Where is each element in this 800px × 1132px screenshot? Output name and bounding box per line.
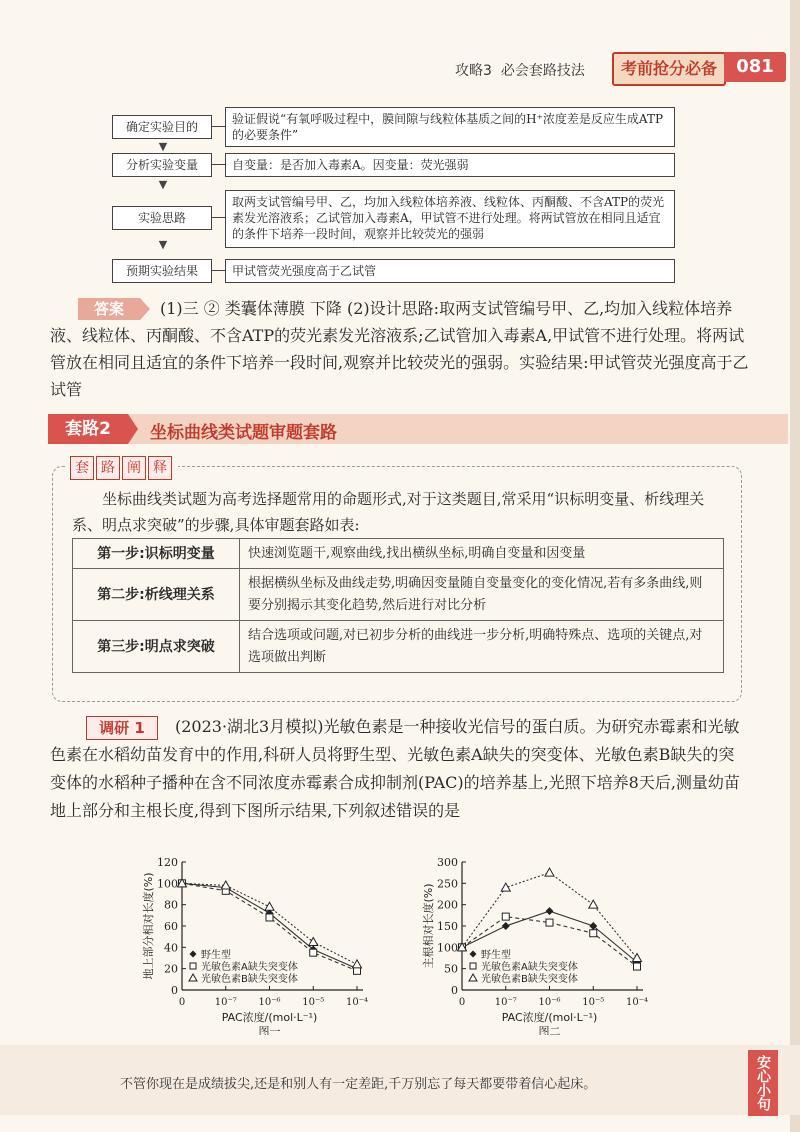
explain-intro: 坐标曲线类试题为高考选择题常用的命题形式,对于这类题目,常采用“识标明变量、析线理关系、明点求突破”的步骤,具体审题套路如表: [72, 490, 705, 534]
flow-content: 验证假说“有氧呼吸过程中，膜间隙与线粒体基质之间的H⁺浓度差是反应生成ATP的必要条件” [225, 107, 675, 147]
answer-tag-arrow [140, 298, 150, 320]
header-badge: 考前抢分必备 [612, 52, 726, 86]
step-desc: 结合选项或问题,对已初步分析的曲线进一步分析,明确特殊点、选项的关键点,对选项做出判断 [240, 621, 724, 673]
table-row [73, 539, 724, 569]
legend-label: 野生型 [201, 950, 231, 961]
down-arrow-icon: ▼ [158, 178, 168, 191]
data-point [546, 919, 553, 926]
flow-connector [212, 164, 225, 165]
chart-figure-1 [140, 850, 380, 1035]
data-point [634, 963, 641, 970]
flow-connector [212, 217, 225, 218]
chart-title: 图一 [258, 1025, 281, 1035]
x-tick-label: 0 [458, 997, 466, 1008]
legend-label: 野生型 [481, 950, 511, 961]
steps-table [72, 538, 724, 673]
y-tick-label: 40 [164, 941, 178, 955]
step-title: 第三步:明点求突破 [73, 621, 240, 673]
section-tag-arrow [128, 414, 138, 444]
legend-marker [190, 951, 197, 958]
data-point [310, 949, 317, 956]
explain-tag-char: 套 [70, 456, 94, 480]
down-arrow-icon: ▼ [158, 140, 168, 153]
data-point [502, 922, 510, 930]
series-line [462, 873, 637, 958]
footer-tag: 安心小句 [748, 1050, 778, 1116]
x-axis-label: PAC浓度/(mol·L⁻¹) [221, 1011, 318, 1024]
explain-tag-char: 释 [148, 456, 172, 480]
data-point [590, 930, 597, 937]
page-number: 081 [724, 52, 786, 82]
footer-text: 不管你现在是成绩拔尖,还是和别人有一定差距,千万别忘了每天都要带着信心起床。 [120, 1077, 597, 1092]
y-tick-label: 0 [171, 984, 178, 997]
flow-label: 确定实验目的 [112, 115, 212, 139]
table-row [73, 621, 724, 673]
legend-label: 光敏色素A缺失突变体 [201, 962, 298, 973]
data-point [502, 913, 509, 920]
data-point [266, 914, 273, 921]
down-arrow-icon: ▼ [158, 238, 168, 251]
x-tick-label: 10⁻⁵ [582, 997, 605, 1008]
x-tick-label: 10⁻⁴ [345, 997, 369, 1008]
step-title: 第一步:识标明变量 [73, 539, 240, 569]
flow-label: 预期实验结果 [112, 259, 212, 283]
x-tick-label: 10⁻⁶ [538, 997, 561, 1008]
x-tick-label: 0 [178, 997, 186, 1008]
y-tick-label: 250 [437, 877, 458, 891]
flow-content: 自变量：是否加入毒素A。因变量：荧光强弱 [225, 153, 675, 177]
legend-marker [190, 963, 196, 969]
legend-label: 光敏色素B缺失突变体 [481, 974, 578, 985]
y-tick-label: 200 [437, 898, 458, 912]
flow-content: 取两支试管编号甲、乙，均加入线粒体培养液、线粒体、丙酮酸、不含ATP的荧光素发光溶液系；乙试管加入毒素A，甲试管不进行处理。将两试管放在相同且适宜的条件下培养一段时间，观察并比较荧光的强弱 [225, 190, 675, 248]
legend-marker [469, 974, 477, 981]
explain-tag [66, 456, 178, 480]
chart-title: 图二 [538, 1025, 561, 1035]
x-tick-label: 10⁻⁷ [494, 997, 517, 1008]
x-tick-label: 10⁻⁷ [214, 997, 237, 1008]
section-tag: 套路2 [48, 414, 128, 444]
x-axis-label: PAC浓度/(mol·L⁻¹) [501, 1011, 598, 1024]
data-point [353, 960, 362, 968]
y-axis-label: 地上部分相对长度(%) [142, 872, 155, 980]
y-tick-label: 300 [437, 856, 458, 869]
flow-connector [212, 126, 225, 127]
legend-marker [470, 963, 476, 969]
legend-marker [470, 951, 477, 958]
page-spine [790, 0, 800, 1132]
legend-label: 光敏色素B缺失突变体 [201, 974, 298, 985]
explain-tag-char: 阐 [122, 456, 146, 480]
research-text: (2023·湖北3月模拟)光敏色素是一种接收光信号的蛋白质。为研究赤霉素和光敏色素在水稻幼苗发育中的作用,科研人员将野生型、光敏色素A缺失的突变体、光敏色素B缺失的突变体的水稻种子播种在含不同浓度赤霉素合成抑制剂(PAC)的培养基上,光照下培养8天后,测量幼苗地上部分和主根长度,得到下图所示结果,下列叙述错误的是 [50, 717, 740, 820]
chart-figure-2 [420, 850, 660, 1035]
y-tick-label: 120 [157, 856, 178, 869]
explain-tag-char: 路 [96, 456, 120, 480]
y-tick-label: 100 [157, 877, 178, 891]
answer-text: (1)三 ② 类囊体薄膜 下降 (2)设计思路:取两支试管编号甲、乙,均加入线粒体培养液、线粒体、丙酮酸、不含ATP的荧光素发光溶液系;乙试管加入毒素A,甲试管不进行处理。将两试管放在相同且适宜的条件下培养一段时间,观察并比较荧光的强弱。实验结果:甲试管荧光强度高于乙试管 [50, 299, 749, 399]
data-point [546, 907, 554, 915]
y-tick-label: 150 [437, 920, 458, 933]
data-point [265, 902, 274, 910]
x-tick-label: 10⁻⁶ [258, 997, 281, 1008]
flow-label: 分析实验变量 [112, 153, 212, 177]
y-tick-label: 20 [164, 962, 178, 976]
research-tag: 调研 1 [86, 716, 158, 740]
y-tick-label: 50 [444, 962, 458, 976]
flow-connector [212, 270, 225, 271]
y-tick-label: 60 [164, 920, 178, 933]
y-tick-label: 80 [164, 898, 178, 912]
y-tick-label: 100 [437, 941, 458, 955]
step-desc: 根据横纵坐标及曲线走势,明确因变量随自变量变化的变化情况,若有多条曲线,则要分别揭示其变化趋势,然后进行对比分析 [240, 569, 724, 621]
data-point [545, 868, 554, 876]
legend-label: 光敏色素A缺失突变体 [481, 962, 578, 973]
x-tick-label: 10⁻⁴ [625, 997, 649, 1008]
y-axis-label: 主根相对长度(%) [422, 883, 435, 969]
data-point [309, 938, 318, 946]
table-row [73, 569, 724, 621]
answer-tag: 答案 [78, 298, 140, 320]
data-point [589, 900, 598, 908]
data-point [633, 954, 642, 962]
y-tick-label: 0 [451, 984, 458, 997]
x-tick-label: 10⁻⁵ [302, 997, 325, 1008]
legend-marker [189, 974, 197, 981]
flow-label: 实验思路 [112, 206, 212, 230]
header-breadcrumb: 攻略3 必会套路技法 [455, 63, 585, 79]
step-desc: 快速浏览题干,观察曲线,找出横纵坐标,明确自变量和因变量 [240, 539, 724, 569]
flow-content: 甲试管荧光强度高于乙试管 [225, 259, 675, 283]
step-title: 第二步:析线理关系 [73, 569, 240, 621]
section-title: 坐标曲线类试题审题套路 [150, 423, 337, 443]
